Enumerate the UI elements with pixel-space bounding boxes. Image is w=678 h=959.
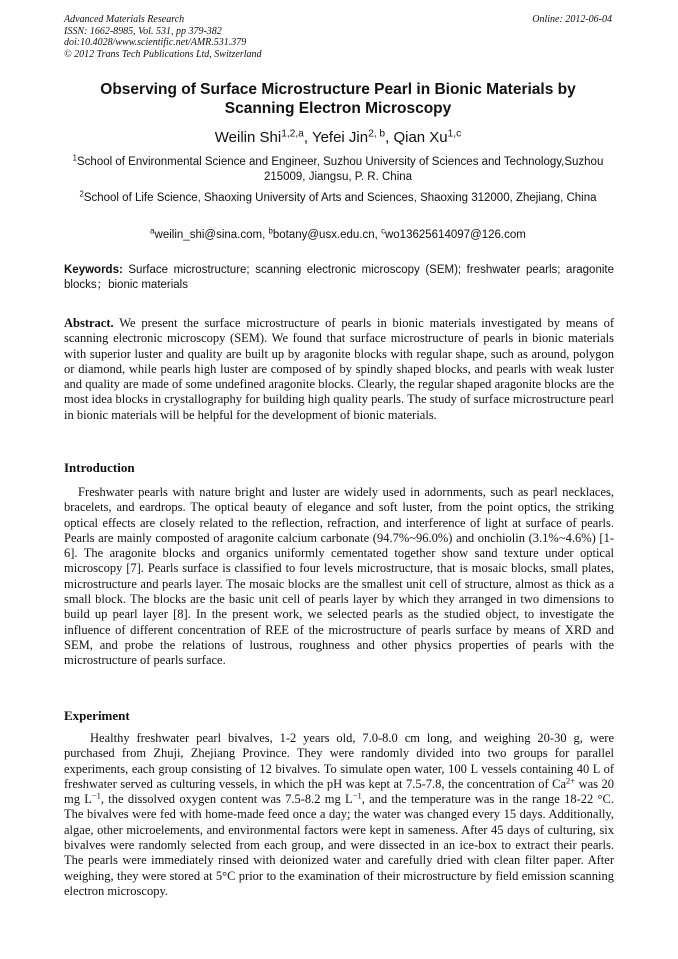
affiliation-text: School of Environmental Science and Engineer, Suzhou University of Sciences and Technology,Suzhou 215009, Jiangsu, P. R. China bbox=[77, 156, 604, 183]
email-address[interactable]: wo13625614097@126.com bbox=[384, 229, 526, 241]
email-marker: b bbox=[268, 226, 273, 236]
affiliation-marker: 2 bbox=[79, 189, 84, 199]
affiliation-1 bbox=[64, 155, 612, 185]
author-separator: , bbox=[385, 129, 394, 146]
email-address[interactable]: weilin_shi@sina.com, bbox=[154, 229, 269, 241]
author-affiliation-marker: 1,c bbox=[447, 128, 462, 140]
abstract-text: We present the surface microstructure of pearls in bionic materials investigated by means of scanning electronic microscopy (SEM). We found that surface microstructure of pearls in bionic materials with superior luster and quality are built up by aragonite blocks with regular shape, such as around, polygon or diamond, while pearls high luster are composed of by spindly shaped blocks, and pearls with weak luster and quality are made of some undefined aragonite blocks. Clearly, the regular shaped aragonite blocks are the most idea blocks in crystallography for building high quality pearls. The study of surface microstructure pearl in bionic materials will be helpful for the development of bionic materials. bbox=[64, 316, 614, 422]
author-name: Weilin Shi bbox=[214, 129, 282, 146]
experiment-text: Healthy freshwater pearl bivalves, 1-2 years old, 7.0-8.0 cm long, and weighing 20-30 g, were purchased from Zhuji, Zhejiang Province. They were randomly divided into two groups for parallel experiments, each group consisting of 12 bivalves. To simulate open water, 100 L vessels containing 40 L of freshwater served as culturing vessels, in which the pH was kept at 7.5-7.8, the concentration of Ca bbox=[64, 731, 614, 791]
experiment-heading: Experiment bbox=[64, 708, 130, 723]
paper-title: Observing of Surface Microstructure Pearl in Bionic Materials by Scanning Electron Microscopy bbox=[100, 81, 576, 117]
keywords-label: Keywords: bbox=[64, 264, 123, 276]
experiment-paragraph bbox=[64, 731, 614, 899]
journal-name: Advanced Materials Research bbox=[64, 14, 185, 25]
affiliation-marker: 1 bbox=[72, 153, 77, 163]
email-list bbox=[64, 228, 612, 243]
affiliation-2 bbox=[64, 191, 612, 206]
unit-superscript: −1 bbox=[352, 790, 362, 801]
online-date: Online: 2012-06-04 bbox=[532, 14, 612, 25]
issn-line: ISSN: 1662-8985, Vol. 531, pp 379-382 bbox=[64, 25, 222, 37]
author-list bbox=[64, 129, 612, 147]
keywords-block bbox=[64, 263, 614, 293]
experiment-text: , and the temperature was in the range 18-22 °C. The bivalves were fed with home-made feed once a day; the water was changed every 15 days. Additionally, algae, other microelements, and environmental factors were kept in sameness. After 45 days of culturing, six bivalves were randomly selected from each group, and were dissected in an ice-box to extract their pearls. The pearls were immediately rinsed with deionized water and carefully dried with clean filter paper. After weighing, they were stored at 5°C prior to the examination of their microstructure by field emission scanning electron microscopy. bbox=[64, 792, 615, 898]
charge-superscript: 2+ bbox=[566, 775, 576, 786]
unit-superscript: −1 bbox=[91, 790, 101, 801]
introduction-paragraph: Freshwater pearls with nature bright and luster are widely used in adornments, such as pearl necklaces, bracelets, and eardrops. The optical beauty of elegance and soft luster, from the point optics, the striking optical effects are closely related to the reflection, refraction, and interference of light at surface of pearls. Pearls are mainly composted of aragonite calcium carbonate (94.7%~96.0%) and onchiolin (3.1%~4.6%) [1-6]. The aragonite blocks and organics uniformly cementated together show sand texture under optical microscopy [7]. Pearls surface is classified to four levels microstructure, that is mosaic blocks, small plates, microstructure and pearls layer. The mosaic blocks are the smallest unit cell of structure, almost as thick as a small block. The blocks are the basic unit cell of pearls layer by which they arranged in two dimensions to build up pearl layer [8]. In the present work, we selected pearls as the studied object, to investigate the influence of different concentration of REE of the microstructure of pearls surface by means of XRD and SEM, and probe the relations of lustrous, roughness and other physics properties of pearls with the microstructure of pearls surface. bbox=[64, 485, 614, 668]
email-address[interactable]: botany@usx.edu.cn, bbox=[272, 229, 382, 241]
copyright-line: © 2012 Trans Tech Publications Ltd, Switzerland bbox=[64, 48, 262, 60]
author-affiliation-marker: 2, b bbox=[368, 128, 386, 140]
author-affiliation-marker: 1,2,a bbox=[281, 128, 304, 140]
author-name: Yefei Jin bbox=[311, 129, 369, 146]
author-separator: , bbox=[303, 129, 312, 146]
author-name: Qian Xu bbox=[393, 129, 448, 146]
experiment-text: , the dissolved oxygen content was 7.5-8.2 mg L bbox=[100, 792, 353, 807]
email-marker: c bbox=[381, 226, 385, 236]
introduction-heading: Introduction bbox=[64, 460, 135, 475]
journal-header bbox=[64, 14, 620, 60]
email-marker: a bbox=[150, 226, 155, 236]
doi-line: doi:10.4028/www.scientific.net/AMR.531.379 bbox=[64, 37, 247, 48]
keywords-text: Surface microstructure; scanning electronic microscopy (SEM); freshwater pearls; aragonite blocks；bionic materials bbox=[64, 264, 614, 291]
experiment-text: was 20 mg L bbox=[64, 776, 614, 807]
abstract-block bbox=[64, 316, 614, 423]
affiliation-text: School of Life Science, Shaoxing University of Arts and Sciences, Shaoxing 312000, Zhejiang, China bbox=[83, 192, 597, 204]
abstract-label: Abstract. bbox=[64, 316, 114, 330]
